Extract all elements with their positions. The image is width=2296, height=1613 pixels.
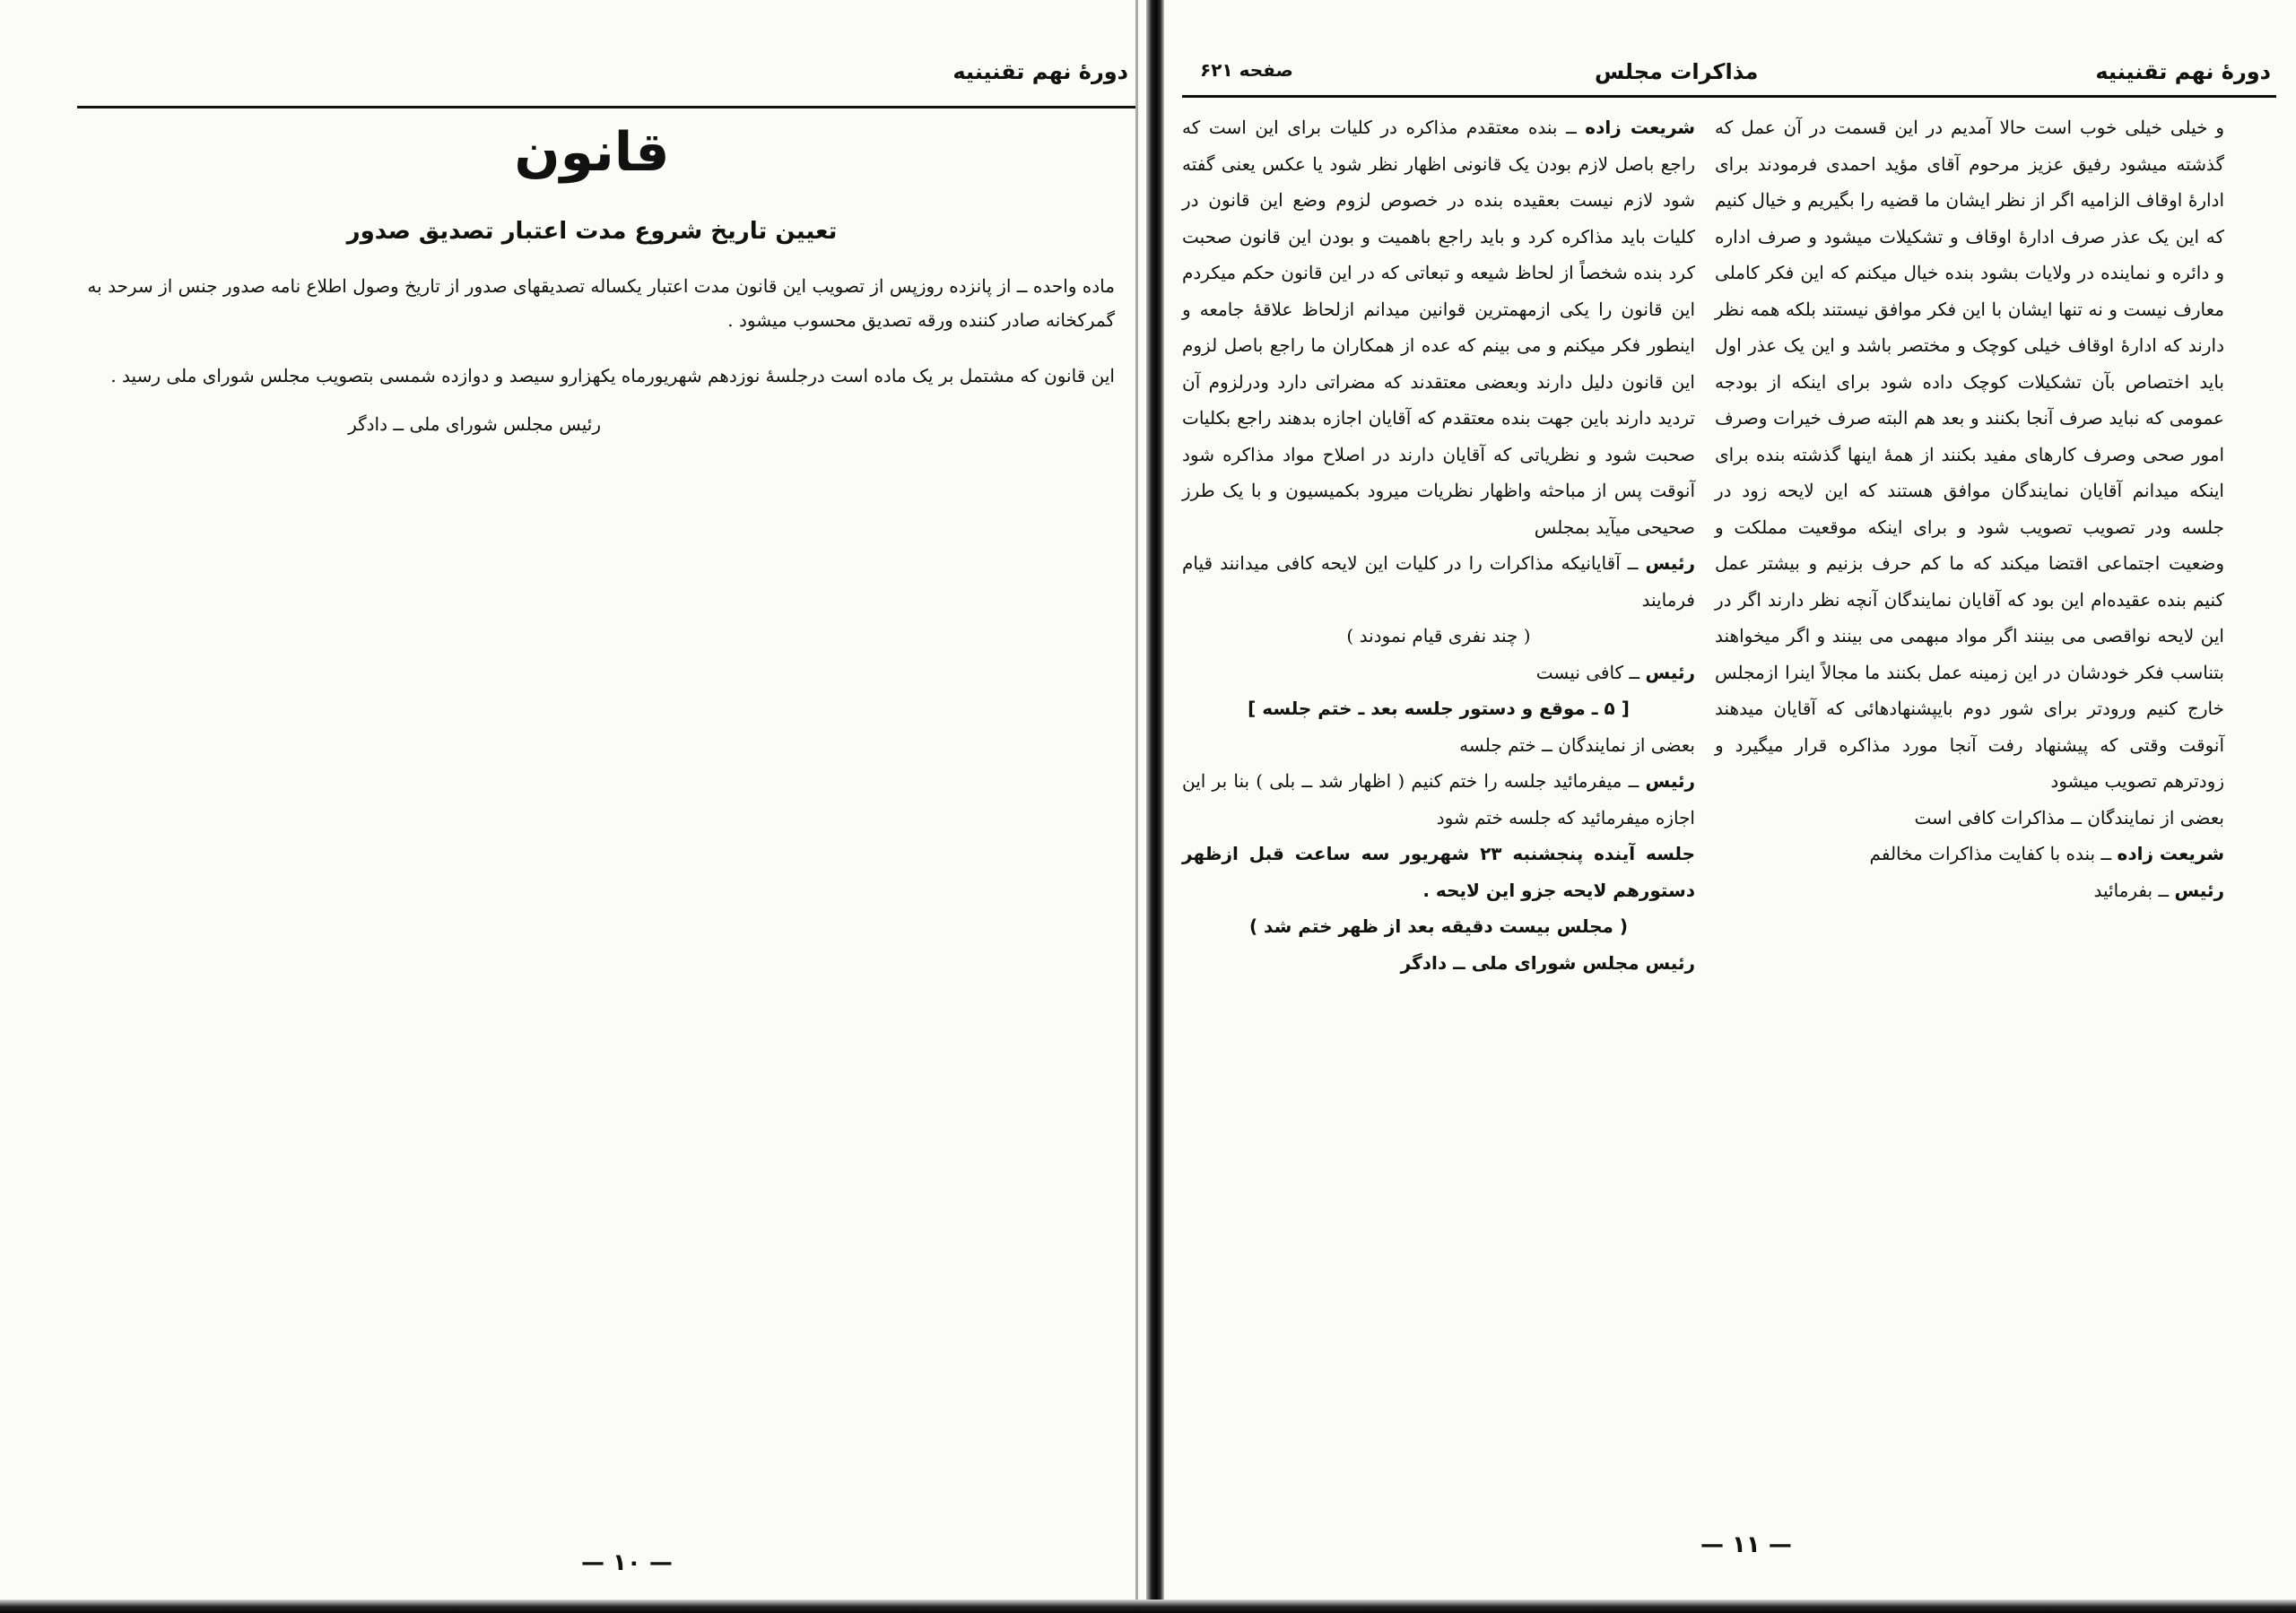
law-title: قانون [514,121,670,184]
right-page-header-page: صفحه ۶۲۱ [1200,59,1293,81]
speaker-label: شریعت زاده [2117,843,2224,864]
law-subtitle: تعیین تاریخ شروع مدت اعتبار تصدیق صدور [346,218,838,245]
speech-paragraph [1182,545,1695,618]
speaker-label: رئیس [1645,770,1696,792]
left-page-folio: — ۱۰ — [581,1549,673,1576]
law-article: ماده واحده ــ از پانزده روزپس از تصویب این قانون مدت اعتبار یکساله تصدیقهای صدور از تاریخ وصول اطلاع نامه صدور جنس از سرحد به گمرکخانه صادر کننده ورقه تصدیق محسوب میشود . [87,275,1115,331]
speech-text: ــ بفرمائید [2093,879,2170,901]
law-ratification: این قانون که مشتمل بر یک ماده است درجلسهٔ نوزدهم شهریورماه یکهزارو سیصد و دوازده شمسی بتصویب مجلس شورای ملی رسید . [110,365,1115,386]
right-column [1715,109,2224,908]
speech-text: ــ میفرمائید جلسه را ختم کنیم ( اظهار شد ــ بلی ) بنا بر این اجازه میفرمائید که جلسه ختم شود [1182,770,1695,828]
session-close-note: ( مجلس بیست دقیقه بعد از ظهر ختم شد ) [1248,915,1629,937]
stage-direction: ( چند نفری قیام نمودند ) [1346,625,1531,646]
right-page-folio: — ۱۱ — [1700,1531,1792,1558]
speaker-label: رئیس [1645,552,1695,574]
page-edge-line [1135,0,1138,1613]
speech-paragraph [1715,872,2224,909]
speech-paragraph: و خیلی خیلی خوب است حالا آمدیم در این قسمت در آن عمل که گذشته میشود رفیق عزیز مرحوم آقای مؤید احمدی فرمودند برای ادارهٔ اوقاف الزامیه اگر از نظر ایشان ما قضیه را بگیریم و خیال کنیم که این یک عذر صرف ادارهٔ اوقاف و تشکیلات میشود و صرف اداره و دائره و نماینده در ولایات بشود بنده خیال میکنم که این فکر کاملی معارف نیست و نه تنها ایشان با این فکر موافق نیستند بلکه همه نظر دارند که ادارهٔ اوقاف خیلی کوچک و مختصر باشد و این یک عذر اول باید اختصاص بآن تشکیلات کوچک داده شود برای اینکه از بودجه عمومی که نباید صرف آنجا بکنند و بعد هم البته صرف خیرات وصرف امور صحی وصرف کارهای مفید بکنند از همهٔ اینها گذشته بنده برای اینکه میدانم آقایان نمایندگان موافق هستند که این لایحه زود در جلسه ودر تصویب تصویب شود و برای اینکه موقعیت مملکت و وضعیت اجتماعی اقتضا میکند که ما کم حرف بزنیم و بیشتر عمل کنیم بنده عقیده‌ام این بود که آقایان نمایندگان آنچه نظر دارند اگر در این لایحه نواقصی می بینند اگر مواد مبهمی می بینند و اگر میخواهند بتناسب فکر خودشان در این زمینه عمل بکنند ما مجالاً اینرا ازمجلس خارج کنیم ورودتر برای شور دوم بایپشنهادهائی که آقایان میدهند آنوقت وقتی که پیشنهاد رفت آنجا مورد مذاکره قرار میگیرد و زودترهم تصویب میشود [1715,117,2224,792]
speech-paragraph [1715,836,2224,872]
page-bottom-edge [0,1600,2296,1613]
right-page-header-rule [1182,95,2276,98]
right-page-header-volume: دورهٔ نهم تقنینیه [2095,59,2271,84]
left-page [0,0,1146,1613]
speech-text: ــ مذاکرات کافی است [1914,806,2082,828]
speaker-label: شریعت زاده [1585,117,1695,138]
right-page-header-title: مذاکرات مجلس [1595,59,1759,84]
speech-paragraph [1182,655,1695,691]
speech-paragraph [1182,763,1695,836]
speaker-label: بعضی از نمایندگان [2087,806,2224,828]
book-spine [1146,0,1164,1613]
speaker-label: رئیس [2174,879,2224,901]
members-interjection: بعضی از نمایندگان ــ ختم جلسه [1459,733,1695,756]
session-signature: رئیس مجلس شورای ملی ــ دادگر [1400,951,1695,974]
members-interjection [1715,800,2224,837]
left-column [1182,109,1695,981]
left-page-header-rule [77,106,1135,108]
law-signature: رئیس مجلس شورای ملی ــ دادگر [348,413,601,435]
speech-paragraph [1182,109,1695,545]
section-heading: [ ۵ ـ موقع و دستور جلسه بعد ـ ختم جلسه ] [1248,698,1630,719]
left-page-header: دورهٔ نهم تقنینیه [952,59,1128,84]
speech-text: ــ آقایانیکه مذاکرات را در کلیات این لایحه کافی میدانند قیام فرمایند [1182,552,1695,611]
speaker-label: رئیس [1645,661,1695,683]
next-session-notice: جلسه آینده پنجشنبه ۲۳ شهریور سه ساعت قبل ازظهر دستورهم لایحه جزو این لایحه . [1182,843,1695,901]
speech-text: ــ بنده با کفایت مذاکرات مخالفم [1869,843,2112,864]
speech-text: ــ بنده معتقدم مذاکره در کلیات برای این است که راجع باصل لازم بودن یک قانونی اظهار نظر شود یا عکس یعنی گفته شود لازم نیست بعقیده بنده در خصوص لزوم وضع این قانون در کلیات باید مذاکره کرد و باید راجع باهمیت و بودن این قانون صحبت کرد بنده شخصاً از لحاظ شیعه و تبعاتی که در این قانون حکم میکردم این قانون را یکی ازمهمترین قوانین میدانم ازلحاظ علاقهٔ جامعه و اینطور فکر میکنم و می بینم که عده از همکاران ما راجع باصل لزوم این قانون دلیل دارند وبعضی معتقدند که مضراتی دارد ودرلزوم آن تردید دارند باین جهت بنده معتقدم که آقایان اجازه بدهند راجع بکلیات صحبت شود و نظریاتی که آقایان دارند در اصلاح مواد مذاکره شود آنوقت پس از مباحثه واظهار نظریات میرود بکمیسیون و با یک طرز صحیحی میآید بمجلس [1182,117,1696,538]
speech-text: ــ کافی نیست [1535,661,1640,683]
